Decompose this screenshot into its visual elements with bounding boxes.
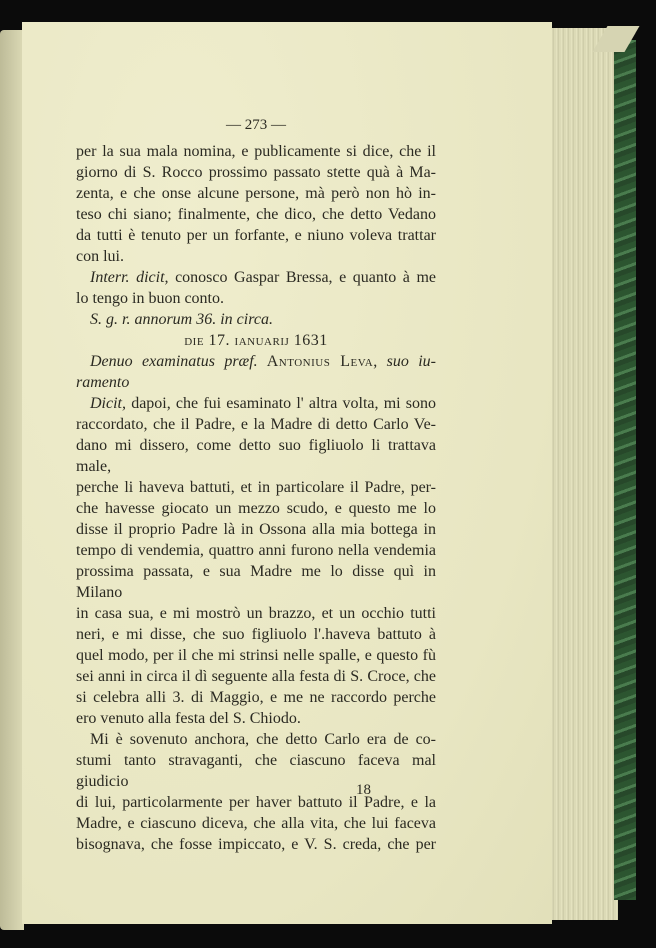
text-line (76, 603, 436, 624)
text-segment: per la sua mala nomina, e publicamente si dice, che il (76, 143, 436, 160)
text-line (76, 792, 436, 813)
text-segment: prossima passata, e sua Madre me lo disse quì in Milano (76, 563, 436, 601)
text-segment: sei anni in circa il dì seguente alla festa di S. Croce, che (76, 668, 436, 685)
text-line (76, 729, 436, 750)
text-line (76, 834, 436, 855)
page-text (76, 114, 436, 855)
italic-text: ramento (76, 374, 130, 391)
text-segment: Madre, e ciascuno diceva, che alla vita, che lui faceva (76, 815, 436, 832)
italic-text: suo iu- (386, 353, 437, 370)
italic-text: Dicit, (90, 395, 126, 412)
italic-text: S. g. r. annorum 36. in circa. (90, 311, 273, 328)
text-segment: lo tengo in buon conto. (76, 290, 224, 307)
text-line (76, 162, 436, 183)
text-segment: perche li haveva battuti, et in particolare il Padre, per- (76, 479, 436, 496)
text-segment: bisognava, che fosse impiccato, e V. S. creda, che per (76, 836, 436, 853)
text-line (76, 141, 436, 162)
text-segment: , (373, 353, 387, 370)
text-segment: raccordato, che il Padre, e la Madre di detto Carlo Ve- (76, 416, 436, 433)
text-segment: Mi è sovenuto anchora, che detto Carlo era de co- (90, 731, 436, 748)
section-date-heading (76, 330, 436, 351)
text-line (76, 435, 436, 477)
text-line (76, 813, 436, 834)
page-number-header: — 273 — (226, 117, 286, 133)
signature-mark: 18 (356, 782, 371, 798)
text-line (76, 708, 436, 729)
text-segment: con lui. (76, 248, 124, 265)
text-segment: in casa sua, e mi mostrò un brazzo, et un occhio tutti (76, 605, 436, 622)
book-cover-binding (614, 40, 636, 900)
text-segment: disse il proprio Padre là in Ossona alla mia bottega in (76, 521, 436, 538)
text-segment: che havesse giocato un mezzo scudo, e questo me lo (76, 500, 436, 517)
text-line (76, 414, 436, 435)
text-line (76, 204, 436, 225)
text-segment: stumi tanto stravaganti, che ciascuno faceva mal giudicio (76, 752, 436, 790)
small-caps-text: Antonius Leva (257, 353, 374, 370)
italic-text: Interr. dicit, (90, 269, 169, 286)
text-segment: conosco Gaspar Bressa, e quanto à me (168, 269, 436, 286)
italic-text: Denuo examinatus præf. (90, 353, 258, 370)
text-segment: teso chi siano; finalmente, che dico, che detto Vedano (76, 206, 436, 223)
body-text (76, 141, 436, 855)
text-segment: di lui, particolarmente per haver battuto il Padre, e la (76, 794, 436, 811)
text-line (76, 246, 436, 267)
text-line (76, 288, 436, 309)
text-line (76, 183, 436, 204)
small-caps-text: die 17. ianuarij 1631 (184, 332, 328, 349)
facing-page-edge (0, 30, 24, 930)
text-segment: quel modo, per il che mi strinsi nelle spalle, e questo fù (76, 647, 436, 664)
text-line (76, 372, 436, 393)
text-segment: dapoi, che fui esaminato l' altra volta, mi sono (126, 395, 436, 412)
text-segment: ero venuto alla festa del S. Chiodo. (76, 710, 301, 727)
text-line (76, 750, 436, 792)
text-segment: neri, e mi disse, che suo figliuolo l'.haveva battuto à (76, 626, 436, 643)
text-line (76, 540, 436, 561)
text-line (76, 267, 436, 288)
text-segment: giorno di S. Rocco prossimo passato stette quà à Ma- (76, 164, 436, 181)
text-line (76, 645, 436, 666)
text-line (76, 666, 436, 687)
text-segment: zenta, e che onse alcune persone, mà però non hò in- (76, 185, 436, 202)
text-segment: si celebra alli 3. di Maggio, e me ne raccordo perche (76, 689, 436, 706)
text-line (76, 351, 436, 372)
text-line (76, 498, 436, 519)
text-line (76, 561, 436, 603)
text-line (76, 477, 436, 498)
text-segment: dano mi dissero, come detto suo figliuolo li trattava male, (76, 437, 436, 475)
text-segment: da tutti è tenuto per un forfante, e niuno voleva trattar (76, 227, 436, 244)
text-line (76, 309, 436, 330)
text-line (76, 624, 436, 645)
text-line (76, 519, 436, 540)
text-segment: tempo di vendemia, quattro anni furono nella vendemia (76, 542, 436, 559)
text-line (76, 687, 436, 708)
text-line (76, 225, 436, 246)
text-line (76, 393, 436, 414)
